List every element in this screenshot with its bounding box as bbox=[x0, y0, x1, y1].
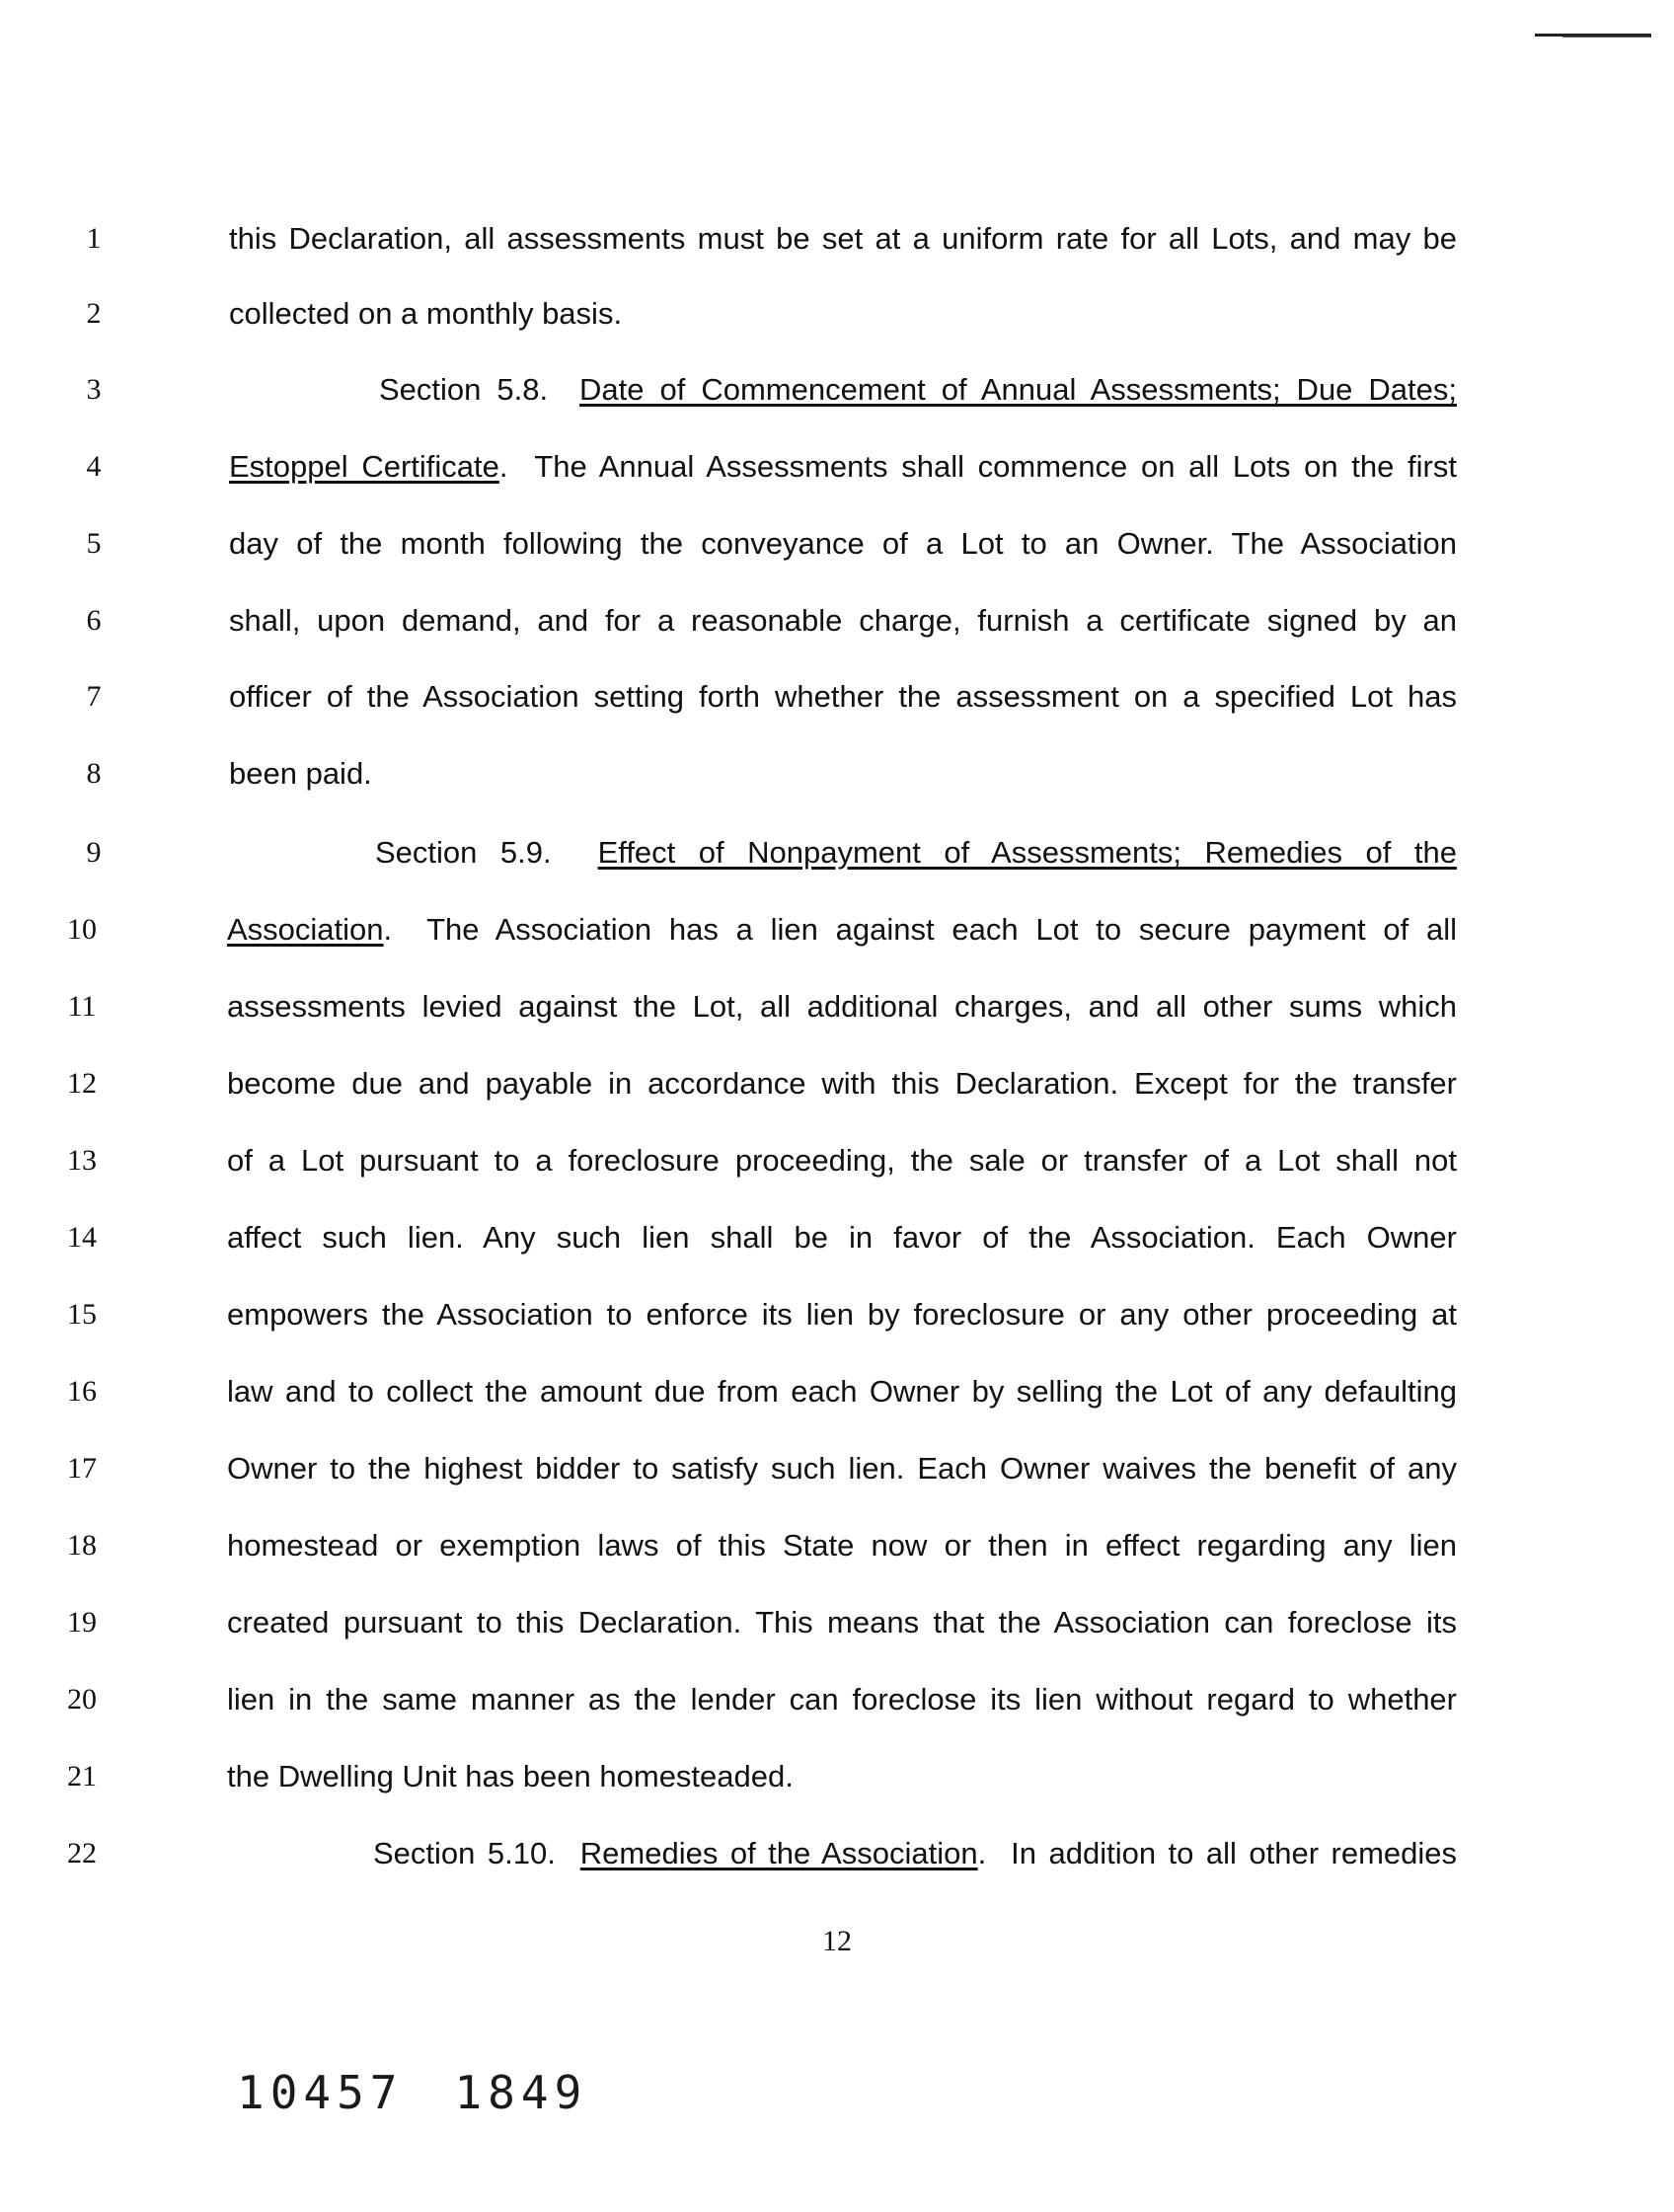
recording-book-number: 10457 bbox=[237, 2066, 404, 2119]
line-text: empowers the Association to enforce its lien by foreclosure or any other proceeding at bbox=[227, 1297, 1457, 1332]
line-number: 11 bbox=[67, 990, 97, 1023]
line-text: been paid. bbox=[229, 756, 372, 791]
document-line bbox=[0, 1064, 1674, 1123]
line-number: 15 bbox=[67, 1298, 97, 1331]
line-text: the Dwelling Unit has been homesteaded. bbox=[227, 1759, 794, 1793]
line-text bbox=[375, 833, 1457, 873]
document-line bbox=[0, 1449, 1674, 1508]
line-text bbox=[379, 370, 1457, 410]
section-heading-underlined: Remedies of the Association bbox=[579, 1836, 978, 1870]
document-line bbox=[0, 910, 1674, 969]
line-number: 12 bbox=[67, 1067, 97, 1100]
line-number: 10 bbox=[67, 913, 97, 946]
document-line bbox=[0, 987, 1674, 1046]
line-text-continued: . The Association has a lien against each Lot to secure payment of all bbox=[383, 912, 1457, 947]
line-number: 18 bbox=[67, 1529, 97, 1562]
document-line bbox=[0, 1218, 1674, 1277]
line-number: 14 bbox=[67, 1221, 97, 1254]
line-number: 6 bbox=[86, 604, 102, 637]
line-text-continued: . In addition to all other remedies bbox=[977, 1836, 1457, 1870]
section-heading-underlined: Association bbox=[227, 912, 384, 947]
document-line bbox=[0, 524, 1674, 583]
line-text: created pursuant to this Declaration. This means that the Association can foreclose its bbox=[227, 1605, 1457, 1640]
line-number: 22 bbox=[67, 1837, 97, 1869]
line-text: collected on a monthly basis. bbox=[229, 296, 623, 331]
line-number: 19 bbox=[67, 1606, 97, 1639]
line-text bbox=[373, 1834, 1457, 1873]
line-number: 8 bbox=[86, 757, 102, 790]
document-line bbox=[0, 370, 1674, 429]
line-number: 21 bbox=[67, 1760, 97, 1792]
section-heading-underlined: Estoppel Certificate bbox=[229, 449, 499, 484]
document-line bbox=[0, 754, 1674, 813]
line-text: lien in the same manner as the lender can foreclose its lien without regard to whether bbox=[227, 1682, 1457, 1716]
document-line bbox=[0, 1603, 1674, 1662]
document-line bbox=[0, 833, 1674, 892]
document-line bbox=[0, 1680, 1674, 1739]
line-number: 2 bbox=[86, 297, 102, 330]
line-text: of a Lot pursuant to a foreclosure proceeding, the sale or transfer of a Lot shall not bbox=[227, 1143, 1457, 1178]
line-text: law and to collect the amount due from each Owner by selling the Lot of any defaulting bbox=[227, 1374, 1457, 1409]
line-number: 3 bbox=[86, 373, 102, 406]
line-text bbox=[227, 910, 1457, 950]
scan-corner-mark bbox=[1535, 34, 1651, 37]
document-line bbox=[0, 1834, 1674, 1893]
line-number: 20 bbox=[67, 1683, 97, 1716]
recording-page-number: 1849 bbox=[454, 2066, 588, 2119]
line-text-continued: . The Annual Assessments shall commence on all Lots on the first bbox=[498, 449, 1457, 484]
document-line bbox=[0, 1757, 1674, 1816]
section-label: Section 5.9. bbox=[375, 835, 598, 870]
line-text: officer of the Association setting forth whether the assessment on a specified Lot has bbox=[229, 679, 1457, 714]
section-heading-underlined: Effect of Nonpayment of Assessments; Remedies of the bbox=[597, 835, 1457, 870]
document-line bbox=[0, 1295, 1674, 1354]
line-number: 7 bbox=[86, 680, 102, 713]
line-number: 4 bbox=[86, 450, 102, 483]
document-line bbox=[0, 601, 1674, 660]
line-text: become due and payable in accordance with this Declaration. Except for the transfer bbox=[227, 1066, 1457, 1101]
section-label: Section 5.10. bbox=[373, 1836, 580, 1870]
page-number: 12 bbox=[822, 1925, 852, 1957]
document-line bbox=[0, 294, 1674, 353]
line-number: 5 bbox=[86, 527, 102, 560]
line-number: 1 bbox=[86, 222, 102, 255]
recording-stamp bbox=[237, 2066, 587, 2119]
document-line bbox=[0, 219, 1674, 278]
line-text: affect such lien. Any such lien shall be in favor of the Association. Each Owner bbox=[227, 1220, 1457, 1255]
section-heading-underlined: Date of Commencement of Annual Assessments; Due Dates; bbox=[579, 372, 1457, 407]
line-number: 16 bbox=[67, 1375, 97, 1408]
line-text: Owner to the highest bidder to satisfy such lien. Each Owner waives the benefit of any bbox=[227, 1451, 1457, 1486]
document-line bbox=[0, 1141, 1674, 1200]
document-line bbox=[0, 677, 1674, 736]
document-line bbox=[0, 447, 1674, 506]
section-label: Section 5.8. bbox=[379, 372, 580, 407]
line-text: homestead or exemption laws of this State now or then in effect regarding any lien bbox=[227, 1528, 1457, 1563]
line-number: 9 bbox=[86, 836, 102, 869]
line-text bbox=[229, 447, 1457, 487]
document-line bbox=[0, 1372, 1674, 1431]
line-number: 13 bbox=[67, 1144, 97, 1177]
line-text: shall, upon demand, and for a reasonable charge, furnish a certificate signed by an bbox=[229, 603, 1457, 638]
document-line bbox=[0, 1526, 1674, 1585]
line-number: 17 bbox=[67, 1452, 97, 1485]
line-text: this Declaration, all assessments must be set at a uniform rate for all Lots, and may be bbox=[229, 221, 1457, 256]
line-text: assessments levied against the Lot, all additional charges, and all other sums which bbox=[227, 989, 1457, 1024]
line-text: day of the month following the conveyance of a Lot to an Owner. The Association bbox=[229, 526, 1457, 561]
